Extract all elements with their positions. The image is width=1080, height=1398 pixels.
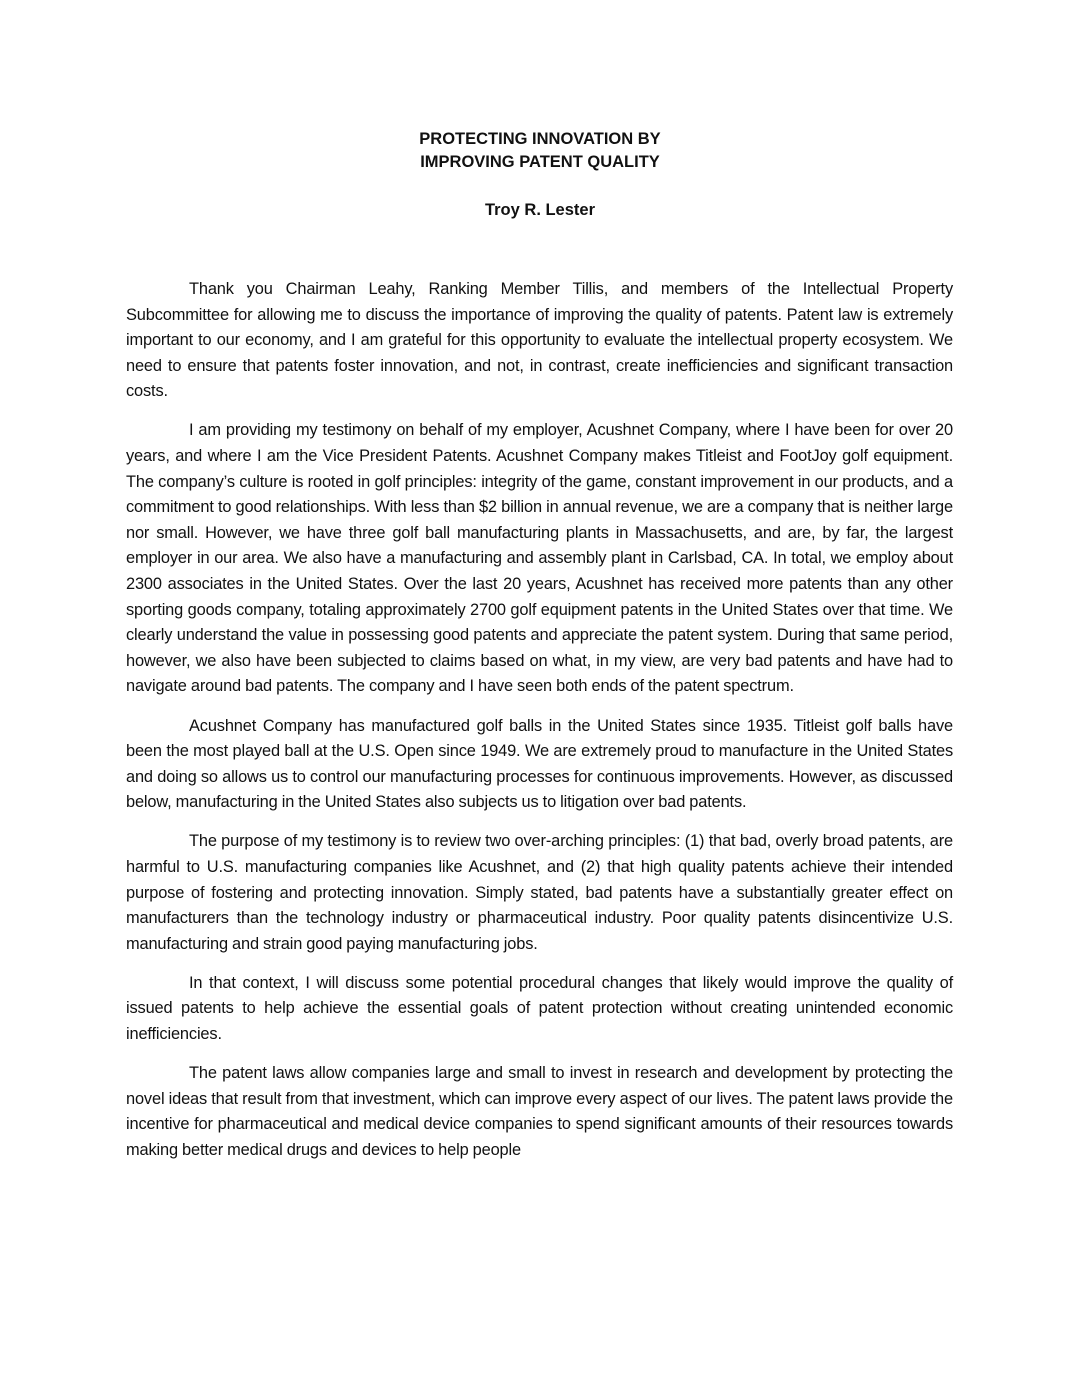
paragraph-4: The purpose of my testimony is to review two over-arching principles: (1) that bad, overly broad patents, are harmful to U.S. manufacturing companies like Acushnet, and (2) that high quality patents achieve their intended purpose of fostering and protecting innovation. Simply stated, bad patents have a substantially greater effect on manufacturers than the technology industry or pharmaceutical industry. Poor quality patents disincentivize U.S. manufacturing and strain good paying manufacturing jobs. [126,832,953,953]
paragraph-5: In that context, I will discuss some potential procedural changes that likely would improve the quality of issued patents to help achieve the essential goals of patent protection without creating unintended economic inefficiencies. [126,973,953,1044]
title-line-1: PROTECTING INNOVATION BY [419,130,661,148]
document-body [126,277,953,1177]
paragraph-6: The patent laws allow companies large and small to invest in research and development by protecting the novel ideas that result from that investment, which can improve every aspect of our lives. The patent laws provide the incentive for pharmaceutical and medical device companies to spend significant amounts of their resources towards making better medical drugs and devices to help people [126,1064,953,1159]
paragraph-3: Acushnet Company has manufactured golf balls in the United States since 1935. Titleist golf balls have been the most played ball at the U.S. Open since 1949. We are extremely proud to manufacture in the United States and doing so allows us to control our manufacturing processes for continuous improvements. However, as discussed below, manufacturing in the United States also subjects us to litigation over bad patents. [126,716,953,812]
paragraph-2: I am providing my testimony on behalf of my employer, Acushnet Company, where I have been for over 20 years, and where I am the Vice President Patents. Acushnet Company makes Titleist and FootJoy golf equipment. The company’s culture is rooted in golf principles: integrity of the game, constant improvement in our products, and a commitment to good relationships. With less than $2 billion in annual revenue, we are a company that is neither large nor small. However, we have three golf ball manufacturing plants in Massachusetts, and are, by far, the largest employer in our area. We also have a manufacturing and assembly plant in Carlsbad, CA. In total, we employ about 2300 associates in the United States. Over the last 20 years, Acushnet has received more patents than any other sporting goods company, totaling approximately 2700 golf equipment patents in the United States over that time. We clearly understand the value in possessing good patents and appreciate the patent system. During that same period, however, we also have been subjected to claims based on what, in my view, are very bad patents and have had to navigate around bad patents. The company and I have seen both ends of the patent spectrum. [126,421,953,696]
author-name: Troy R. Lester [484,201,596,219]
paragraph-1: Thank you Chairman Leahy, Ranking Member Tillis, and members of the Intellectual Property Subcommittee for allowing me to discuss the importance of improving the quality of patents. Patent law is extremely important to our economy, and I am grateful for this opportunity to evaluate the intellectual property ecosystem. We need to ensure that patents foster innovation, and not, in contrast, create inefficiencies and significant transaction costs. [126,280,953,401]
document-title [0,128,1080,174]
title-line-2: IMPROVING PATENT QUALITY [420,153,660,171]
